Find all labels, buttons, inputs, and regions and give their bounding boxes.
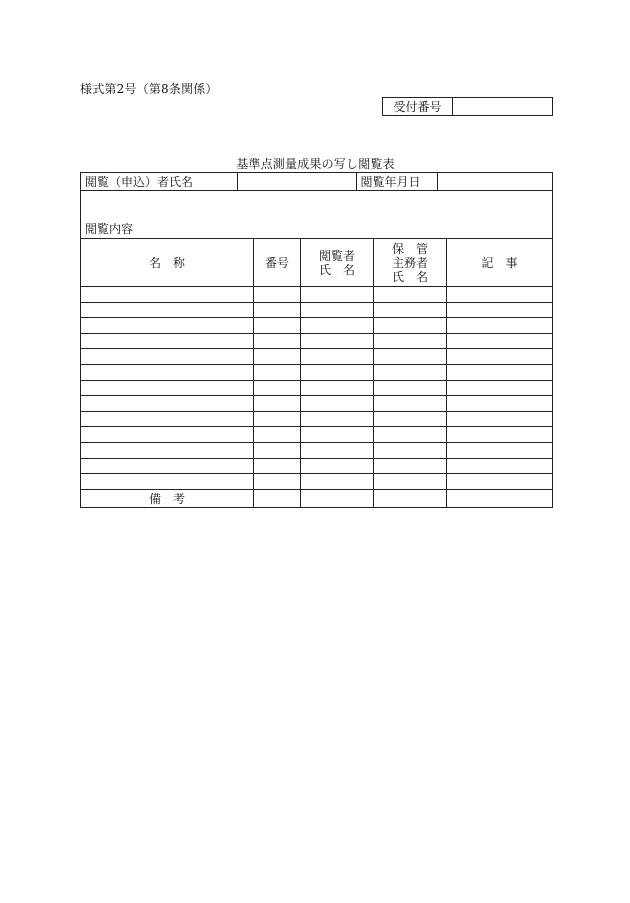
table-row xyxy=(81,442,553,458)
table-cell[interactable] xyxy=(447,302,553,318)
column-header-viewer xyxy=(301,239,374,287)
form-number: 様式第2号（第8条関係） xyxy=(80,82,218,96)
viewer-line-1: 閲覧者 xyxy=(318,248,355,263)
table-cell[interactable] xyxy=(254,318,301,334)
table-cell[interactable] xyxy=(254,349,301,365)
table-cell[interactable] xyxy=(447,318,553,334)
column-header-name xyxy=(81,239,254,287)
remarks-cell[interactable] xyxy=(301,489,374,507)
table-cell[interactable] xyxy=(81,396,254,412)
table-cell[interactable] xyxy=(81,380,254,396)
inspection-date-field[interactable] xyxy=(437,173,552,190)
inspection-table xyxy=(80,172,553,508)
table-cell[interactable] xyxy=(447,427,553,443)
table-cell[interactable] xyxy=(301,411,374,427)
remarks-row xyxy=(81,489,553,507)
table-cell[interactable] xyxy=(301,380,374,396)
table-row xyxy=(81,396,553,412)
table-cell[interactable] xyxy=(301,333,374,349)
table-cell[interactable] xyxy=(254,302,301,318)
inspection-content-field[interactable] xyxy=(81,191,553,239)
table-row xyxy=(81,411,553,427)
table-cell[interactable] xyxy=(374,396,447,412)
table-cell[interactable] xyxy=(447,474,553,490)
table-cell[interactable] xyxy=(374,349,447,365)
table-row xyxy=(81,333,553,349)
table-cell[interactable] xyxy=(447,364,553,380)
table-cell[interactable] xyxy=(447,396,553,412)
table-cell[interactable] xyxy=(374,442,447,458)
table-cell[interactable] xyxy=(81,474,254,490)
table-cell[interactable] xyxy=(254,474,301,490)
document-title: 基準点測量成果の写し閲覧表 xyxy=(236,157,395,171)
table-cell[interactable] xyxy=(81,302,254,318)
table-cell[interactable] xyxy=(447,349,553,365)
table-cell[interactable] xyxy=(374,302,447,318)
table-cell[interactable] xyxy=(374,318,447,334)
table-cell[interactable] xyxy=(254,333,301,349)
table-cell[interactable] xyxy=(301,302,374,318)
table-row xyxy=(81,318,553,334)
inspection-date-label: 閲覧年月日 xyxy=(356,173,437,190)
table-cell[interactable] xyxy=(81,364,254,380)
remarks-cell[interactable] xyxy=(374,489,447,507)
remarks-label: 備 考 xyxy=(81,489,254,507)
table-row xyxy=(81,474,553,490)
column-header-custodian xyxy=(374,239,447,287)
table-cell[interactable] xyxy=(374,411,447,427)
table-cell[interactable] xyxy=(254,396,301,412)
table-cell[interactable] xyxy=(81,442,254,458)
table-cell[interactable] xyxy=(301,442,374,458)
column-header-name-text: 名 称 xyxy=(148,255,185,270)
custodian-line-2: 主務者 xyxy=(391,255,428,270)
table-cell[interactable] xyxy=(374,287,447,303)
table-cell[interactable] xyxy=(254,364,301,380)
table-cell[interactable] xyxy=(301,349,374,365)
table-row xyxy=(81,349,553,365)
table-cell[interactable] xyxy=(374,458,447,474)
table-cell[interactable] xyxy=(254,442,301,458)
table-cell[interactable] xyxy=(81,458,254,474)
table-cell[interactable] xyxy=(254,427,301,443)
table-cell[interactable] xyxy=(301,458,374,474)
table-cell[interactable] xyxy=(374,364,447,380)
table-cell[interactable] xyxy=(81,333,254,349)
table-cell[interactable] xyxy=(374,474,447,490)
table-cell[interactable] xyxy=(447,380,553,396)
receipt-number-field[interactable] xyxy=(453,98,553,116)
table-row xyxy=(81,287,553,303)
table-cell[interactable] xyxy=(374,427,447,443)
applicant-name-field[interactable] xyxy=(237,173,356,190)
remarks-cell[interactable] xyxy=(447,489,553,507)
table-cell[interactable] xyxy=(301,427,374,443)
table-cell[interactable] xyxy=(301,396,374,412)
table-cell[interactable] xyxy=(301,474,374,490)
column-header-notes: 記 事 xyxy=(447,239,553,287)
custodian-line-3: 氏 名 xyxy=(391,269,428,284)
table-cell[interactable] xyxy=(447,333,553,349)
table-row xyxy=(81,427,553,443)
remarks-cell[interactable] xyxy=(254,489,301,507)
table-cell[interactable] xyxy=(81,318,254,334)
table-cell[interactable] xyxy=(301,318,374,334)
table-cell[interactable] xyxy=(447,442,553,458)
table-cell[interactable] xyxy=(81,411,254,427)
table-cell[interactable] xyxy=(447,411,553,427)
table-cell[interactable] xyxy=(374,333,447,349)
table-row xyxy=(81,364,553,380)
receipt-number-label: 受付番号 xyxy=(383,98,453,116)
table-cell[interactable] xyxy=(301,364,374,380)
table-rows xyxy=(81,287,553,490)
table-cell[interactable] xyxy=(447,458,553,474)
column-header-number: 番号 xyxy=(254,239,301,287)
table-cell[interactable] xyxy=(254,380,301,396)
table-cell[interactable] xyxy=(81,349,254,365)
table-cell[interactable] xyxy=(374,380,447,396)
table-row xyxy=(81,458,553,474)
table-cell[interactable] xyxy=(254,287,301,303)
custodian-line-1: 保 管 xyxy=(391,241,428,256)
table-cell[interactable] xyxy=(254,411,301,427)
viewer-line-2: 氏 名 xyxy=(318,262,355,277)
table-cell[interactable] xyxy=(447,287,553,303)
table-cell[interactable] xyxy=(301,287,374,303)
table-cell[interactable] xyxy=(81,287,254,303)
table-cell[interactable] xyxy=(81,427,254,443)
applicant-name-label: 閲覧（申込）者氏名 xyxy=(81,173,237,190)
table-row xyxy=(81,302,553,318)
inspection-content-label: 閲覧内容 xyxy=(85,222,134,236)
table-cell[interactable] xyxy=(254,458,301,474)
table-row xyxy=(81,380,553,396)
receipt-number-box xyxy=(382,97,553,116)
